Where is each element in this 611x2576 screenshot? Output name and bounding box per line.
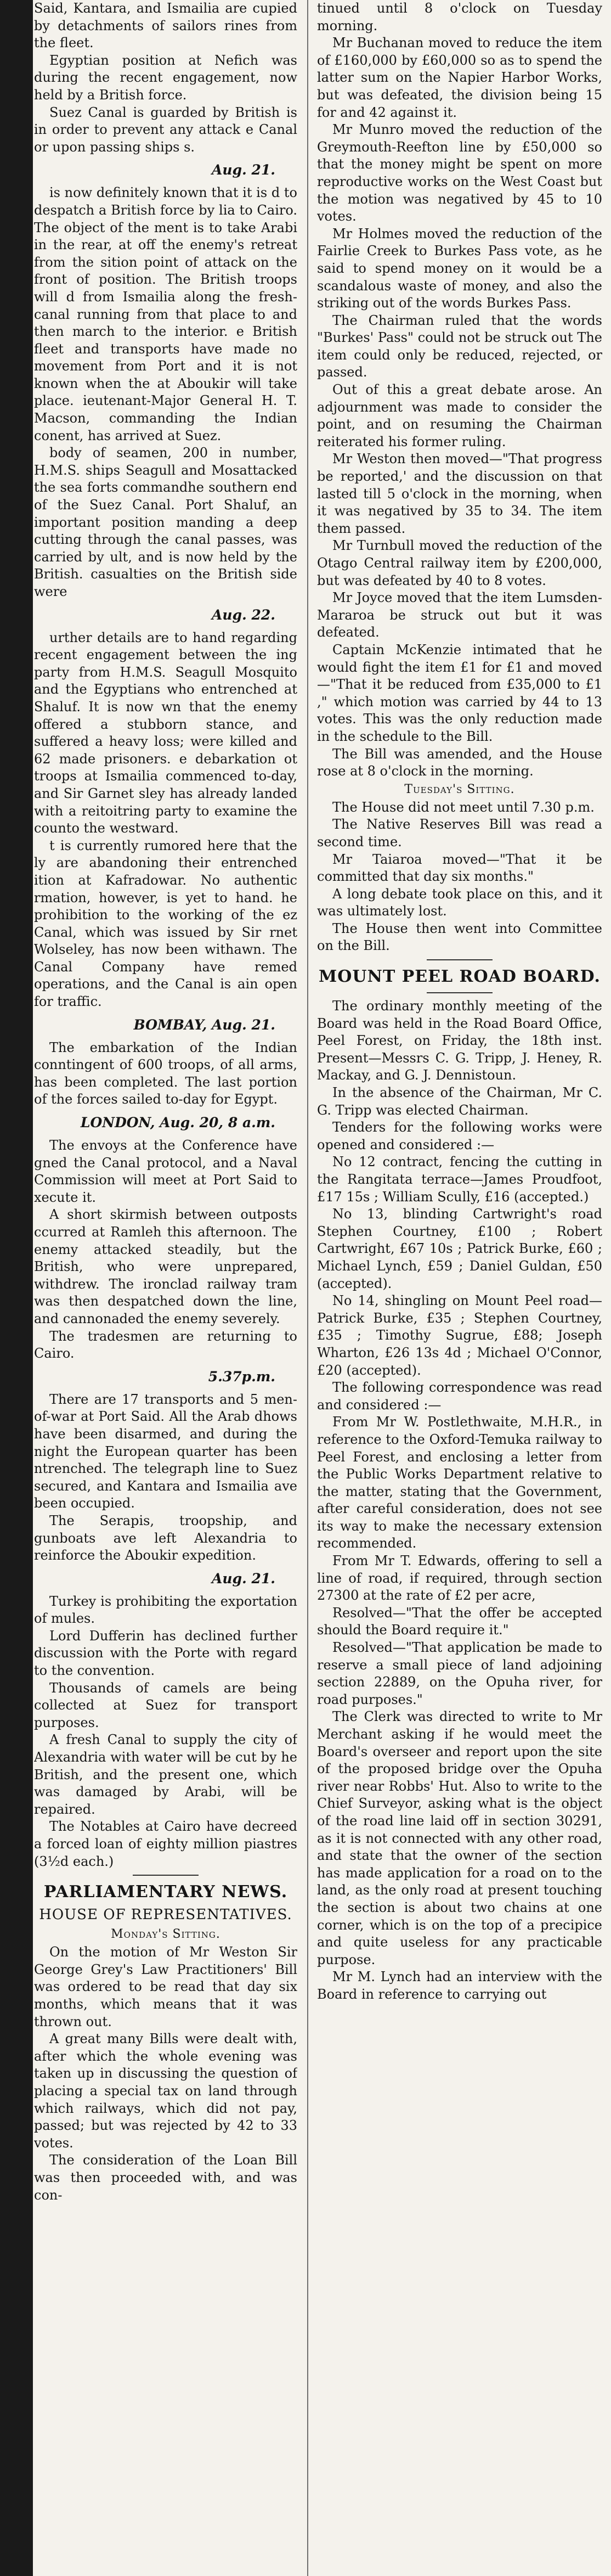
- section-heading: MOUNT PEEL ROAD BOARD.: [319, 967, 601, 987]
- section-divider: [133, 1875, 199, 1876]
- article-paragraph: A great many Bills were dealt with, after which the whole evening was taken up in discussing the question of placing a special tax on land through which railways, which did not pay, passed; but was rejected by 42 to 33 votes.: [34, 2031, 297, 2151]
- article-paragraph: A long debate took place on this, and it was ultimately lost.: [317, 886, 602, 919]
- article-paragraph: Thousands of camels are being collected at Suez for transport purposes.: [34, 1680, 297, 1730]
- article-paragraph: A fresh Canal to supply the city of Alexandria with water will be cut by he British, and the present one, which was damaged by Arabi, will be repaired.: [34, 1732, 297, 1817]
- section-heading: PARLIAMENTARY NEWS.: [43, 1882, 288, 1902]
- article-paragraph: There are 17 transports and 5 men-of-war at Port Said. All the Arab dhows have been disarmed, and during the night the European quarter has been ntrenched. The telegraph line to Suez secured, and Kantara and Ismailia ave been occupied.: [34, 1391, 297, 1511]
- article-paragraph: The Chairman ruled that the words "Burkes' Pass" could not be struck out The item could only be reduced, rejected, or passed.: [317, 312, 602, 380]
- article-paragraph: The envoys at the Conference have gned the Canal protocol, and a Naval Commission will meet at Port Said to xecute it.: [34, 1138, 297, 1205]
- article-paragraph: Lord Dufferin has declined further discussion with the Porte with regard to the convention.: [34, 1628, 297, 1679]
- article-paragraph: Resolved—"That the offer be accepted should the Board require it.": [317, 1605, 602, 1638]
- article-paragraph: urther details are to hand regarding recent engagement between the ing party from H.M.S. Seagull Mosquito and the Egyptians who entrenched at Shaluf. It is now wn that the enemy offered a stubborn stance, and suffered a heavy loss; were killed and 62 made prisoners. e debarkation ot troops at Ismailia commenced to-day, and Sir Garnet sley has already landed with a reitoitring party to examine the counto the westward.: [34, 629, 297, 836]
- article-paragraph: Mr M. Lynch had an interview with the Board in reference to carrying out: [317, 1969, 602, 2002]
- article-paragraph: The consideration of the Loan Bill was then proceeded with, and was con-: [34, 2152, 297, 2203]
- article-paragraph: Out of this a great debate arose. An adjournment was made to consider the point, and on resuming the Chairman reiterated his former ruling.: [317, 382, 602, 449]
- dateline: LONDON, Aug. 20, 8 a.m.: [80, 1115, 275, 1131]
- article-paragraph: Mr Weston then moved—"That progress be reported,' and the discussion on that lasted till 5 o'clock in the morning, when it was negatived by 35 to 34. The item them passed.: [317, 451, 602, 536]
- dateline: Aug. 22.: [212, 606, 275, 623]
- dateline: 5.37p.m.: [208, 1368, 275, 1385]
- sitting-label: Tuesday's Sitting.: [404, 782, 515, 796]
- article-paragraph: t is currently rumored here that the ly are abandoning their entrenched ition at Kafradowar. No authentic rmation, however, is yet to hand. he prohibition to the working of the ez Canal, which was issued by Sir rnet Wolseley, has now been withawn. The Canal Company have remed operations, and the Canal is ain open for traffic.: [34, 837, 297, 1010]
- article-paragraph: Mr Taiaroa moved—"That it be committed that day six months.": [317, 851, 602, 885]
- article-paragraph: Mr Munro moved the reduction of the Greymouth-Reefton line by £50,000 so that the money might be spent on more reproductive works on the West Coast but the motion was negatived by 45 to 10 votes.: [317, 122, 602, 224]
- article-paragraph: Captain McKenzie intimated that he would fight the item £1 for £1 and moved—"That it be reduced from £35,000 to £1 ," which motion was carried by 44 to 13 votes. This was the only reduction made in the schedule to the Bill.: [317, 642, 602, 744]
- article-paragraph: The Native Reserves Bill was read a second time.: [317, 817, 602, 850]
- article-paragraph: Mr Holmes moved the reduction of the Fairlie Creek to Burkes Pass vote, as he said to spend money on it would be a scandalous waste of money, and also the striking out of the words Burkes Pass.: [317, 226, 602, 311]
- article-paragraph: The tradesmen are returning to Cairo.: [34, 1328, 297, 1362]
- article-paragraph: On the motion of Mr Weston Sir George Grey's Law Practitioners' Bill was ordered to be read that day six months, which means that it was thrown out.: [34, 1944, 297, 2029]
- section-divider: [427, 959, 493, 960]
- dateline: Aug. 21.: [212, 162, 275, 178]
- article-paragraph: Tenders for the following works were opened and considered :—: [317, 1120, 602, 1152]
- dateline: BOMBAY, Aug. 21.: [133, 1016, 275, 1033]
- right-column: [317, 0, 602, 2576]
- article-paragraph: The House did not meet until 7.30 p.m.: [332, 799, 595, 815]
- article-paragraph: tinued until 8 o'clock on Tuesday morning.: [317, 1, 602, 33]
- torn-page-edge: [0, 0, 33, 2576]
- article-paragraph: The Bill was amended, and the House rose at 8 o'clock in the morning.: [317, 746, 602, 779]
- article-paragraph: The following correspondence was read and considered :—: [317, 1380, 602, 1413]
- article-paragraph: is now definitely known that it is d to despatch a British force by lia to Cairo. The object of the ment is to take Arabi in the rear, at off the enemy's retreat from the sition point of attack on the front of position. The British troops will d from Ismailia along the fresh-canal running from that place to and then march to the interior. e British fleet and transports have made no movement from Port and it is not known when the at Aboukir will take place. ieutenant-Major General H. T. Macson, commanding the Indian conent, has arrived at Suez.: [34, 185, 297, 443]
- article-paragraph: Mr Turnbull moved the reduction of the Otago Central railway item by £200,000, but was defeated by 40 to 8 votes.: [317, 538, 602, 588]
- article-paragraph: No 12 contract, fencing the cutting in the Rangitata terrace—James Proudfoot, £17 15s ; William Scully, £16 (accepted.): [317, 1154, 602, 1205]
- article-paragraph: The Clerk was directed to write to Mr Merchant asking if he would meet the Board's overseer and report upon the site of the proposed bridge over the Opuha river near Robbs' Hut. Also to write to the Chief Surveyor, asking what is the object of the road line laid off in section 30291, as it is not connected with any other road, and state that the owner of the section has made application for a road on to the land, as the only road at present touching the section is about two chains at one corner, which is on the top of a precipice and quite useless for any practicable purpose.: [317, 1709, 602, 1967]
- article-paragraph: Mr Buchanan moved to reduce the item of £160,000 by £60,000 so as to spend the latter sum on the Napier Harbor Works, but was defeated, the division being 15 for and 42 against it.: [317, 35, 602, 120]
- dateline: Aug. 21.: [212, 1570, 275, 1587]
- article-paragraph: The House then went into Committee on the Bill.: [317, 920, 602, 954]
- article-paragraph: Suez Canal is guarded by British is in order to prevent any attack e Canal or upon passing ships s.: [34, 104, 297, 155]
- article-paragraph: body of seamen, 200 in number, H.M.S. ships Seagull and Mosattacked the sea forts commandhe southern end of the Suez Canal. Port Shaluf, an important position manding a deep cutting through the canal passes, was carried by ult, and is now held by the British. casualties on the British side were: [34, 445, 297, 599]
- article-paragraph: Egyptian position at Nefich was during the recent engagement, now held by a British force.: [34, 52, 297, 103]
- article-paragraph: Turkey is prohibiting the exportation of mules.: [34, 1593, 297, 1627]
- article-paragraph: A short skirmish between outposts ccurred at Ramleh this afternoon. The enemy attacked steadily, but the British, who were unprepared, withdrew. The ironclad railway tram was then despatched down the line, and cannonaded the enemy severely.: [34, 1207, 297, 1326]
- article-paragraph: The embarkation of the Indian conntingent of 600 troops, of all arms, has been completed. The last portion of the forces sailed to-day for Egypt.: [34, 1039, 297, 1107]
- section-subheading: HOUSE OF REPRESENTATIVES.: [39, 1906, 292, 1923]
- section-divider: [427, 992, 493, 993]
- article-paragraph: Resolved—"That application be made to reserve a small piece of land adjoining section 22889, on the Opuha river, for road purposes.": [317, 1640, 602, 1707]
- article-paragraph: The Serapis, troopship, and gunboats ave left Alexandria to reinforce the Aboukir expedition.: [34, 1512, 297, 1563]
- column-rule: [307, 0, 308, 2576]
- article-paragraph: The Notables at Cairo have decreed a forced loan of eighty million piastres (3½d each.): [34, 1819, 297, 1869]
- article-paragraph: Mr Joyce moved that the item Lumsden-Mararoa be struck out but it was defeated.: [317, 590, 602, 640]
- article-paragraph: No 14, shingling on Mount Peel road—Patrick Burke, £35 ; Stephen Courtney, £35 ; Timothy Sugrue, £88; Joseph Wharton, £26 13s 4d ; Michael O'Connor, £20 (accepted).: [317, 1293, 602, 1378]
- left-column: [34, 0, 297, 2576]
- article-paragraph: From Mr T. Edwards, offering to sell a line of road, if required, through section 27300 at the rate of £2 per acre,: [317, 1553, 602, 1604]
- sitting-label: Monday's Sitting.: [111, 1927, 220, 1942]
- article-paragraph: Said, Kantara, and Ismailia are cupied by detachments of sailors rines from the fleet.: [34, 1, 297, 51]
- article-paragraph: The ordinary monthly meeting of the Board was held in the Road Board Office, Peel Forest, on Friday, the 18th inst. Present—Messrs C. G. Tripp, J. Heney, R. Mackay, and G. J. Dennistoun.: [317, 998, 602, 1083]
- article-paragraph: From Mr W. Postlethwaite, M.H.R., in reference to the Oxford-Temuka railway to Peel Forest, and enclosing a letter from the Public Works Department relative to the matter, stating that the Government, after careful consideration, does not see its way to make the necessary extension recommended.: [317, 1414, 602, 1551]
- article-paragraph: No 13, blinding Cartwright's road Stephen Courtney, £100 ; Robert Cartwright, £67 10s ; Patrick Burke, £60 ; Michael Lynch, £59 ; Daniel Guldan, £50 (accepted).: [317, 1206, 602, 1291]
- article-paragraph: In the absence of the Chairman, Mr C. G. Tripp was elected Chairman.: [317, 1085, 602, 1118]
